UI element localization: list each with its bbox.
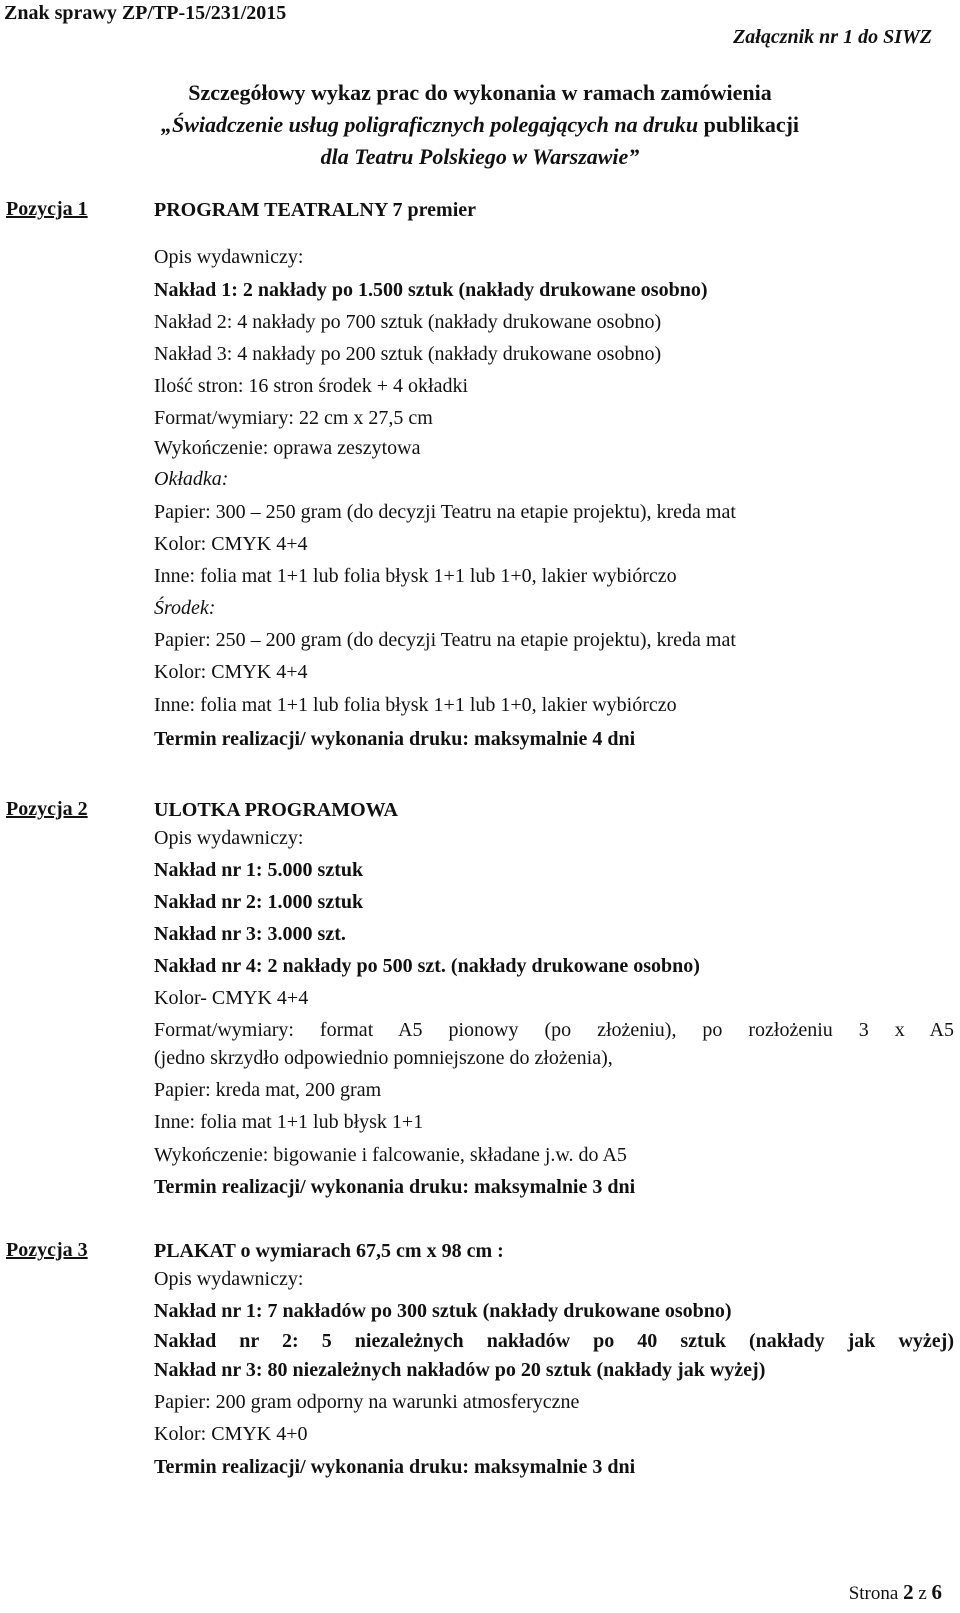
- position-1-naklad-2: Nakład 2: 4 nakłady po 700 sztuk (nakłady drukowane osobno): [154, 311, 662, 333]
- position-2-opis: Opis wydawniczy:: [154, 827, 304, 849]
- position-2-termin: Termin realizacji/ wykonania druku: maksymalnie 3 dni: [154, 1176, 636, 1198]
- attachment-label: Załącznik nr 1 do SIWZ: [733, 26, 932, 48]
- position-1-termin: Termin realizacji/ wykonania druku: maksymalnie 4 dni: [154, 728, 636, 750]
- position-1-naklad-1: Nakład 1: 2 nakłady po 1.500 sztuk (nakłady drukowane osobno): [154, 279, 708, 301]
- page-middle: z: [913, 1583, 932, 1604]
- document-title-line3: dla Teatru Polskiego w Warszawie”: [320, 144, 640, 169]
- position-2-label: Pozycja 2: [6, 798, 88, 820]
- position-3-kolor: Kolor: CMYK 4+0: [154, 1423, 308, 1445]
- case-number: Znak sprawy ZP/TP-15/231/2015: [4, 2, 287, 24]
- page-total: 6: [931, 1580, 942, 1604]
- position-1-wykonczenie: Wykończenie: oprawa zeszytowa: [154, 437, 421, 459]
- position-1-format: Format/wymiary: 22 cm x 27,5 cm: [154, 407, 433, 429]
- position-1-okladka-kolor: Kolor: CMYK 4+4: [154, 533, 308, 555]
- position-2-name: ULOTKA PROGRAMOWA: [154, 799, 398, 821]
- position-1-okladka-label: Okładka:: [154, 468, 229, 490]
- position-1-ilosc-stron: Ilość stron: 16 stron środek + 4 okładki: [154, 375, 469, 397]
- position-1-naklad-3: Nakład 3: 4 nakłady po 200 sztuk (nakłady drukowane osobno): [154, 343, 662, 365]
- position-2-papier: Papier: kreda mat, 200 gram: [154, 1079, 382, 1101]
- position-1-srodek-inne: Inne: folia mat 1+1 lub folia błysk 1+1 lub 1+0, lakier wybiórczo: [154, 694, 677, 716]
- position-1-label: Pozycja 1: [6, 198, 88, 220]
- title-line2-rest: publikacji: [698, 112, 800, 137]
- position-3-name: PLAKAT o wymiarach 67,5 cm x 98 cm :: [154, 1240, 504, 1262]
- position-2-naklad-1: Nakład nr 1: 5.000 sztuk: [154, 859, 364, 881]
- page-prefix: Strona: [848, 1583, 904, 1604]
- position-3-termin: Termin realizacji/ wykonania druku: maksymalnie 3 dni: [154, 1456, 636, 1478]
- position-1-srodek-label: Środek:: [154, 597, 216, 619]
- position-1-srodek-kolor: Kolor: CMYK 4+4: [154, 661, 308, 683]
- position-3-label: Pozycja 3: [6, 1239, 88, 1261]
- document-title-line2: [0, 112, 960, 138]
- position-2-format-line-1: Format/wymiary: format A5 pionowy (po złożeniu), po rozłożeniu 3 x A5: [154, 1019, 954, 1041]
- position-3-opis: Opis wydawniczy:: [154, 1268, 304, 1290]
- position-2-wykonczenie: Wykończenie: bigowanie i falcowanie, składane j.w. do A5: [154, 1144, 627, 1166]
- position-3-papier: Papier: 200 gram odporny na warunki atmosferyczne: [154, 1391, 580, 1413]
- position-2-inne: Inne: folia mat 1+1 lub błysk 1+1: [154, 1111, 424, 1133]
- document-title-line1: Szczegółowy wykaz prac do wykonania w ramach zamówienia: [188, 80, 772, 105]
- position-1-opis: Opis wydawniczy:: [154, 246, 304, 268]
- position-1-okladka-papier: Papier: 300 – 250 gram (do decyzji Teatru na etapie projektu), kreda mat: [154, 501, 736, 523]
- page-number: [849, 1580, 942, 1605]
- position-2-kolor: Kolor- CMYK 4+4: [154, 987, 309, 1009]
- position-2-naklad-4-bold: Nakład nr 4: 2 nakłady po 500 szt.: [154, 955, 446, 977]
- position-3-naklad-1: Nakład nr 1: 7 nakładów po 300 sztuk (nakłady drukowane osobno): [154, 1300, 732, 1322]
- position-2-format-line-2: (jedno skrzydło odpowiednio pomniejszone do złożenia),: [154, 1047, 613, 1069]
- position-2-naklad-4: [154, 954, 700, 978]
- position-2-naklad-2: Nakład nr 2: 1.000 sztuk: [154, 891, 364, 913]
- page-current: 2: [903, 1580, 914, 1604]
- position-2-naklad-3: Nakład nr 3: 3.000 szt.: [154, 923, 346, 945]
- position-2-naklad-4-rest: (nakłady drukowane osobno): [445, 955, 700, 977]
- position-3-naklad-2: Nakład nr 2: 5 niezależnych nakładów po 40 sztuk (nakłady jak wyżej): [154, 1330, 954, 1352]
- position-1-name: PROGRAM TEATRALNY 7 premier: [154, 199, 477, 221]
- position-1-srodek-papier: Papier: 250 – 200 gram (do decyzji Teatru na etapie projektu), kreda mat: [154, 629, 736, 651]
- title-line2-italic: „Świadczenie usług poligraficznych polegających na druku: [160, 112, 699, 137]
- position-1-okladka-inne: Inne: folia mat 1+1 lub folia błysk 1+1 lub 1+0, lakier wybiórczo: [154, 565, 677, 587]
- position-3-naklad-3: Nakład nr 3: 80 niezależnych nakładów po 20 sztuk (nakłady jak wyżej): [154, 1359, 766, 1381]
